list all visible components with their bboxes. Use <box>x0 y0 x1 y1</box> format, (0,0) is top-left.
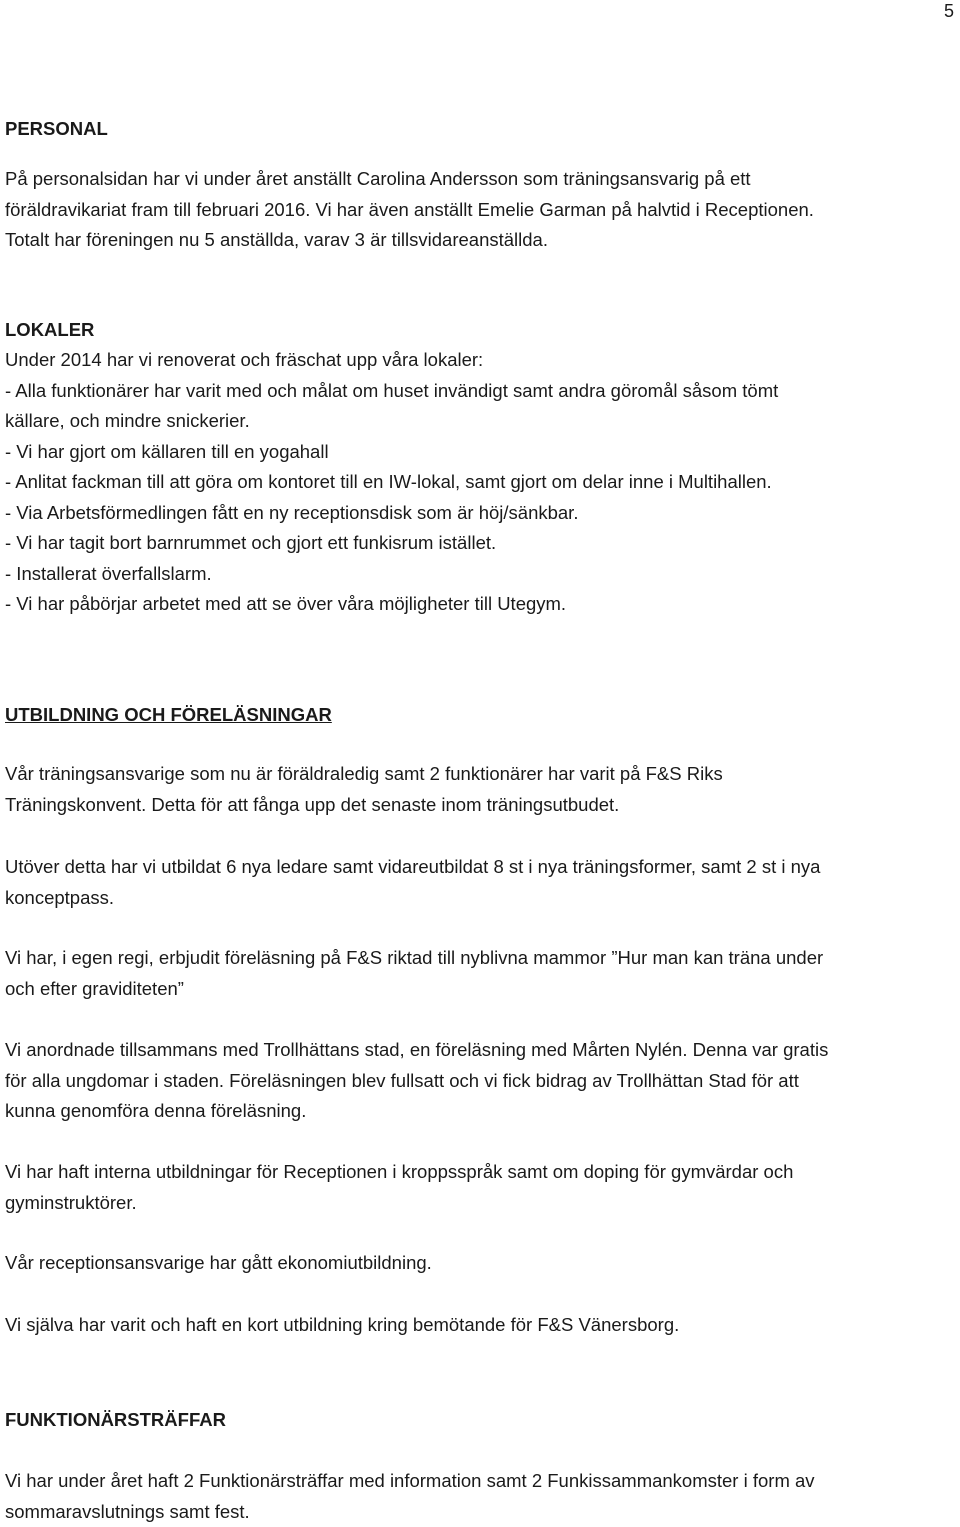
text-line: konceptpass. <box>5 886 115 908</box>
text-line: kunna genomföra denna föreläsning. <box>5 1100 307 1121</box>
section-heading-lokaler: LOKALER <box>5 319 95 340</box>
text-line: Vi har under året haft 2 Funktionärsträffar med information samt 2 Funkissammankomster i form av <box>5 1470 815 1491</box>
paragraph <box>5 759 956 820</box>
section-personal <box>5 114 956 256</box>
paragraph <box>5 1157 956 1218</box>
text-line: På personalsidan har vi under året anställt Carolina Andersson som träningsansvarig på ett <box>5 168 751 189</box>
paragraph <box>5 943 956 1004</box>
text-line: sommaravslutnings samt fest. <box>5 1500 250 1522</box>
page-number: 5 <box>943 1 954 21</box>
text-line: - Installerat överfallslarm. <box>5 562 212 584</box>
text-line: Vi har, i egen regi, erbjudit föreläsning på F&S riktad till nyblivna mammor ”Hur man kan träna under <box>5 947 824 968</box>
text-line: Vi anordnade tillsammans med Trollhättans stad, en föreläsning med Mårten Nylén. Denna var gratis <box>5 1039 829 1060</box>
text-line: - Anlitat fackman till att göra om kontoret till en IW-lokal, samt gjort om delar inne i Multihallen. <box>5 471 772 492</box>
section-heading-utbildning: UTBILDNING OCH FÖRELÄSNINGAR <box>5 704 332 725</box>
section-heading-personal: PERSONAL <box>5 118 108 139</box>
text-line: Träningskonvent. Detta för att fånga upp det senaste inom träningsutbudet. <box>5 793 620 815</box>
text-line: föräldravikariat fram till februari 2016. Vi har även anställt Emelie Garman på halvtid i Receptionen. <box>5 198 814 220</box>
section-lokaler <box>5 315 956 620</box>
text-line: Utöver detta har vi utbildat 6 nya ledare samt vidareutbildat 8 st i nya träningsformer, samt 2 st i nya <box>5 856 821 877</box>
text-line: Vår träningsansvarige som nu är föräldraledig samt 2 funktionärer har varit på F&S Riks <box>5 763 723 784</box>
text-line: gyminstruktörer. <box>5 1191 137 1213</box>
section-utbildning <box>5 700 956 1335</box>
text-line: - Vi har tagit bort barnrummet och gjort ett funkisrum istället. <box>5 532 497 553</box>
text-line: - Via Arbetsförmedlingen fått en ny receptionsdisk som är höj/sänkbar. <box>5 501 579 523</box>
section-heading-funktionarstraffar: FUNKTIONÄRSTRÄFFAR <box>5 1409 226 1430</box>
text-line: Totalt har föreningen nu 5 anställda, varav 3 är tillsvidareanställda. <box>5 229 548 250</box>
text-line: och efter graviditeten” <box>5 977 184 999</box>
text-line: Under 2014 har vi renoverat och fräschat upp våra lokaler: <box>5 349 484 370</box>
text-line: - Alla funktionärer har varit med och målat om huset invändigt samt andra göromål såsom tömt <box>5 379 779 401</box>
text-line: Vi har haft interna utbildningar för Receptionen i kroppsspråk samt om doping för gymvärdar och <box>5 1161 794 1182</box>
paragraph <box>5 1035 956 1127</box>
text-line: Vår receptionsansvarige har gått ekonomiutbildning. <box>5 1252 432 1273</box>
section-funktionarstraffar <box>5 1405 956 1527</box>
text-line: - Vi har påbörjar arbetet med att se över våra möjligheter till Utegym. <box>5 593 567 614</box>
text-line: - Vi har gjort om källaren till en yogahall <box>5 440 329 462</box>
text-line: källare, och mindre snickerier. <box>5 410 250 431</box>
paragraph <box>5 852 956 913</box>
paragraph <box>5 1248 956 1279</box>
paragraph <box>5 1310 956 1341</box>
text-line: för alla ungdomar i staden. Föreläsningen blev fullsatt och vi fick bidrag av Trollhättan Stad för att <box>5 1069 799 1091</box>
text-line: Vi själva har varit och haft en kort utbildning kring bemötande för F&S Vänersborg. <box>5 1314 680 1335</box>
